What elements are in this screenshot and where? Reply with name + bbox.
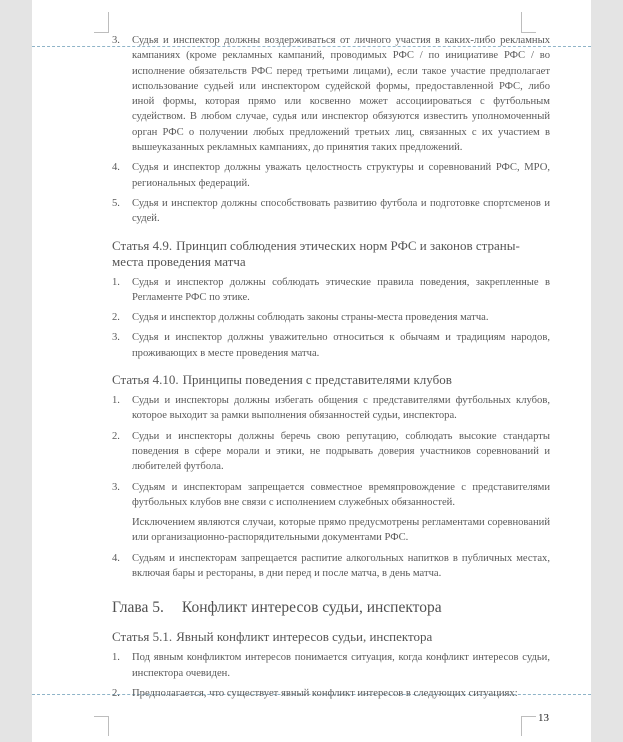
- list-item-number: 1.: [112, 276, 120, 288]
- list-item-text: Судья и инспектор должны соблюдать законы страны-места проведения матча.: [132, 312, 489, 324]
- crop-mark: [94, 716, 109, 717]
- list-item-number: 3.: [112, 332, 120, 344]
- crop-mark: [521, 716, 522, 736]
- list-item: [112, 33, 550, 155]
- list-item-number: 2.: [112, 430, 120, 442]
- list-item-text: Судьи и инспекторы должны избегать общения с представителями футбольных клубов, которое выходит за рамки выполнения обязанностей судьи, инспектора.: [132, 395, 550, 422]
- list-item-number: 2.: [112, 312, 120, 324]
- list-item: [112, 196, 550, 227]
- list-item-text: Судьи и инспекторы должны беречь свою репутацию, соблюдать высокие стандарты поведения в сфере морали и этики, не подрывать доверия участников соревнований и любителей футбола.: [132, 430, 550, 473]
- list-item-text: Судья и инспектор должны соблюдать этические правила поведения, закрепленные в Регламенте РФС по этике.: [132, 276, 550, 303]
- list-item: [112, 160, 550, 191]
- document-page: [32, 0, 591, 742]
- chapter-heading: [112, 598, 550, 618]
- numbered-list: [112, 33, 550, 227]
- list-item-number: 1.: [112, 395, 120, 407]
- list-item: [112, 686, 550, 701]
- article-label: Статья 4.10.: [112, 372, 179, 388]
- numbered-list: [112, 275, 550, 361]
- article-label: Статья 5.1.: [112, 629, 173, 645]
- list-item-number: 4.: [112, 552, 120, 564]
- document-body: [112, 33, 550, 706]
- list-item-text: Судьям и инспекторам запрещается распитие алкогольных напитков в публичных местах, включая бары и рестораны, в дни перед и после матча, в день матча.: [132, 552, 550, 580]
- article-heading: [112, 238, 550, 270]
- list-item-number: 4.: [112, 162, 120, 174]
- list-item: [112, 393, 550, 424]
- list-item: [112, 275, 550, 306]
- list-item: [112, 310, 550, 325]
- list-item: [112, 650, 550, 681]
- article-heading: [112, 372, 550, 388]
- list-item-number: 5.: [112, 197, 120, 209]
- article-title: Принципы поведения с представителями клубов: [182, 372, 452, 388]
- crop-mark: [108, 12, 109, 32]
- list-item-text: Предполагается, что существует явный конфликт интересов в следующих ситуациях:: [132, 687, 518, 699]
- list-item-text: Под явным конфликтом интересов понимается ситуация, когда конфликт интересов судьи, инспектора очевиден.: [132, 652, 550, 679]
- crop-mark: [521, 716, 536, 717]
- chapter-label: Глава 5.: [112, 599, 164, 617]
- list-item-text: Судья и инспектор должны воздерживаться от личного участия в каких-либо рекламных кампаниях (кроме рекламных кампаний, проводимых РФС / по инициативе РФС / во исполнение обязательств РФС перед третьими лицами), если такое участие предполагает использование судьей или инспектором судейской формы, предоставленной РФС, либо иной формы, которая прямо или косвенно может ассоциироваться с футбольным судейством. В любом случае, судья или инспектор обязуются известить уполномоченный орган РФС о получении любых предложений третьих лиц, связанных с их участием в вышеуказанных рекламных кампаниях, до принятия таких предложений.: [132, 35, 550, 154]
- list-item-text: Судья и инспектор должны уважительно относиться к обычаям и традициям народов, проживающих в месте проведения матча.: [132, 332, 550, 359]
- list-item-text: Судья и инспектор должны способствовать развитию футбола и подготовке спортсменов и судей.: [132, 197, 550, 225]
- list-item: [112, 330, 550, 361]
- crop-mark: [94, 32, 109, 33]
- list-item-note: Исключением являются случаи, которые прямо предусмотрены регламентами соревнований или организационно-распорядительными документами РФС.: [132, 517, 550, 544]
- list-item-number: 1.: [112, 652, 120, 664]
- article-title: Явный конфликт интересов судьи, инспектора: [176, 629, 433, 645]
- page-number: 13: [538, 712, 549, 724]
- numbered-list: [112, 650, 550, 701]
- list-item-number: 3.: [112, 481, 120, 493]
- list-item: [112, 480, 550, 546]
- article-title: Принцип соблюдения этических норм РФС и законов страны-места проведения матча: [112, 237, 520, 269]
- chapter-title: Конфликт интересов судьи, инспектора: [181, 599, 442, 617]
- crop-mark: [521, 12, 522, 32]
- list-item: [112, 551, 550, 582]
- article-label: Статья 4.9.: [112, 237, 173, 253]
- list-item-number: 2.: [112, 687, 120, 699]
- crop-mark: [108, 716, 109, 736]
- list-item-number: 3.: [112, 35, 120, 46]
- article-heading: [112, 629, 550, 645]
- numbered-list: [112, 393, 550, 581]
- list-item: [112, 429, 550, 475]
- list-item-text: Судья и инспектор должны уважать целостность структуры и соревнований РФС, МРО, региональных федераций.: [132, 162, 550, 189]
- list-item-text: Судьям и инспекторам запрещается совместное времяпровождение с представителями футбольных клубов вне связи с исполнением служебных обязанностей.: [132, 481, 550, 508]
